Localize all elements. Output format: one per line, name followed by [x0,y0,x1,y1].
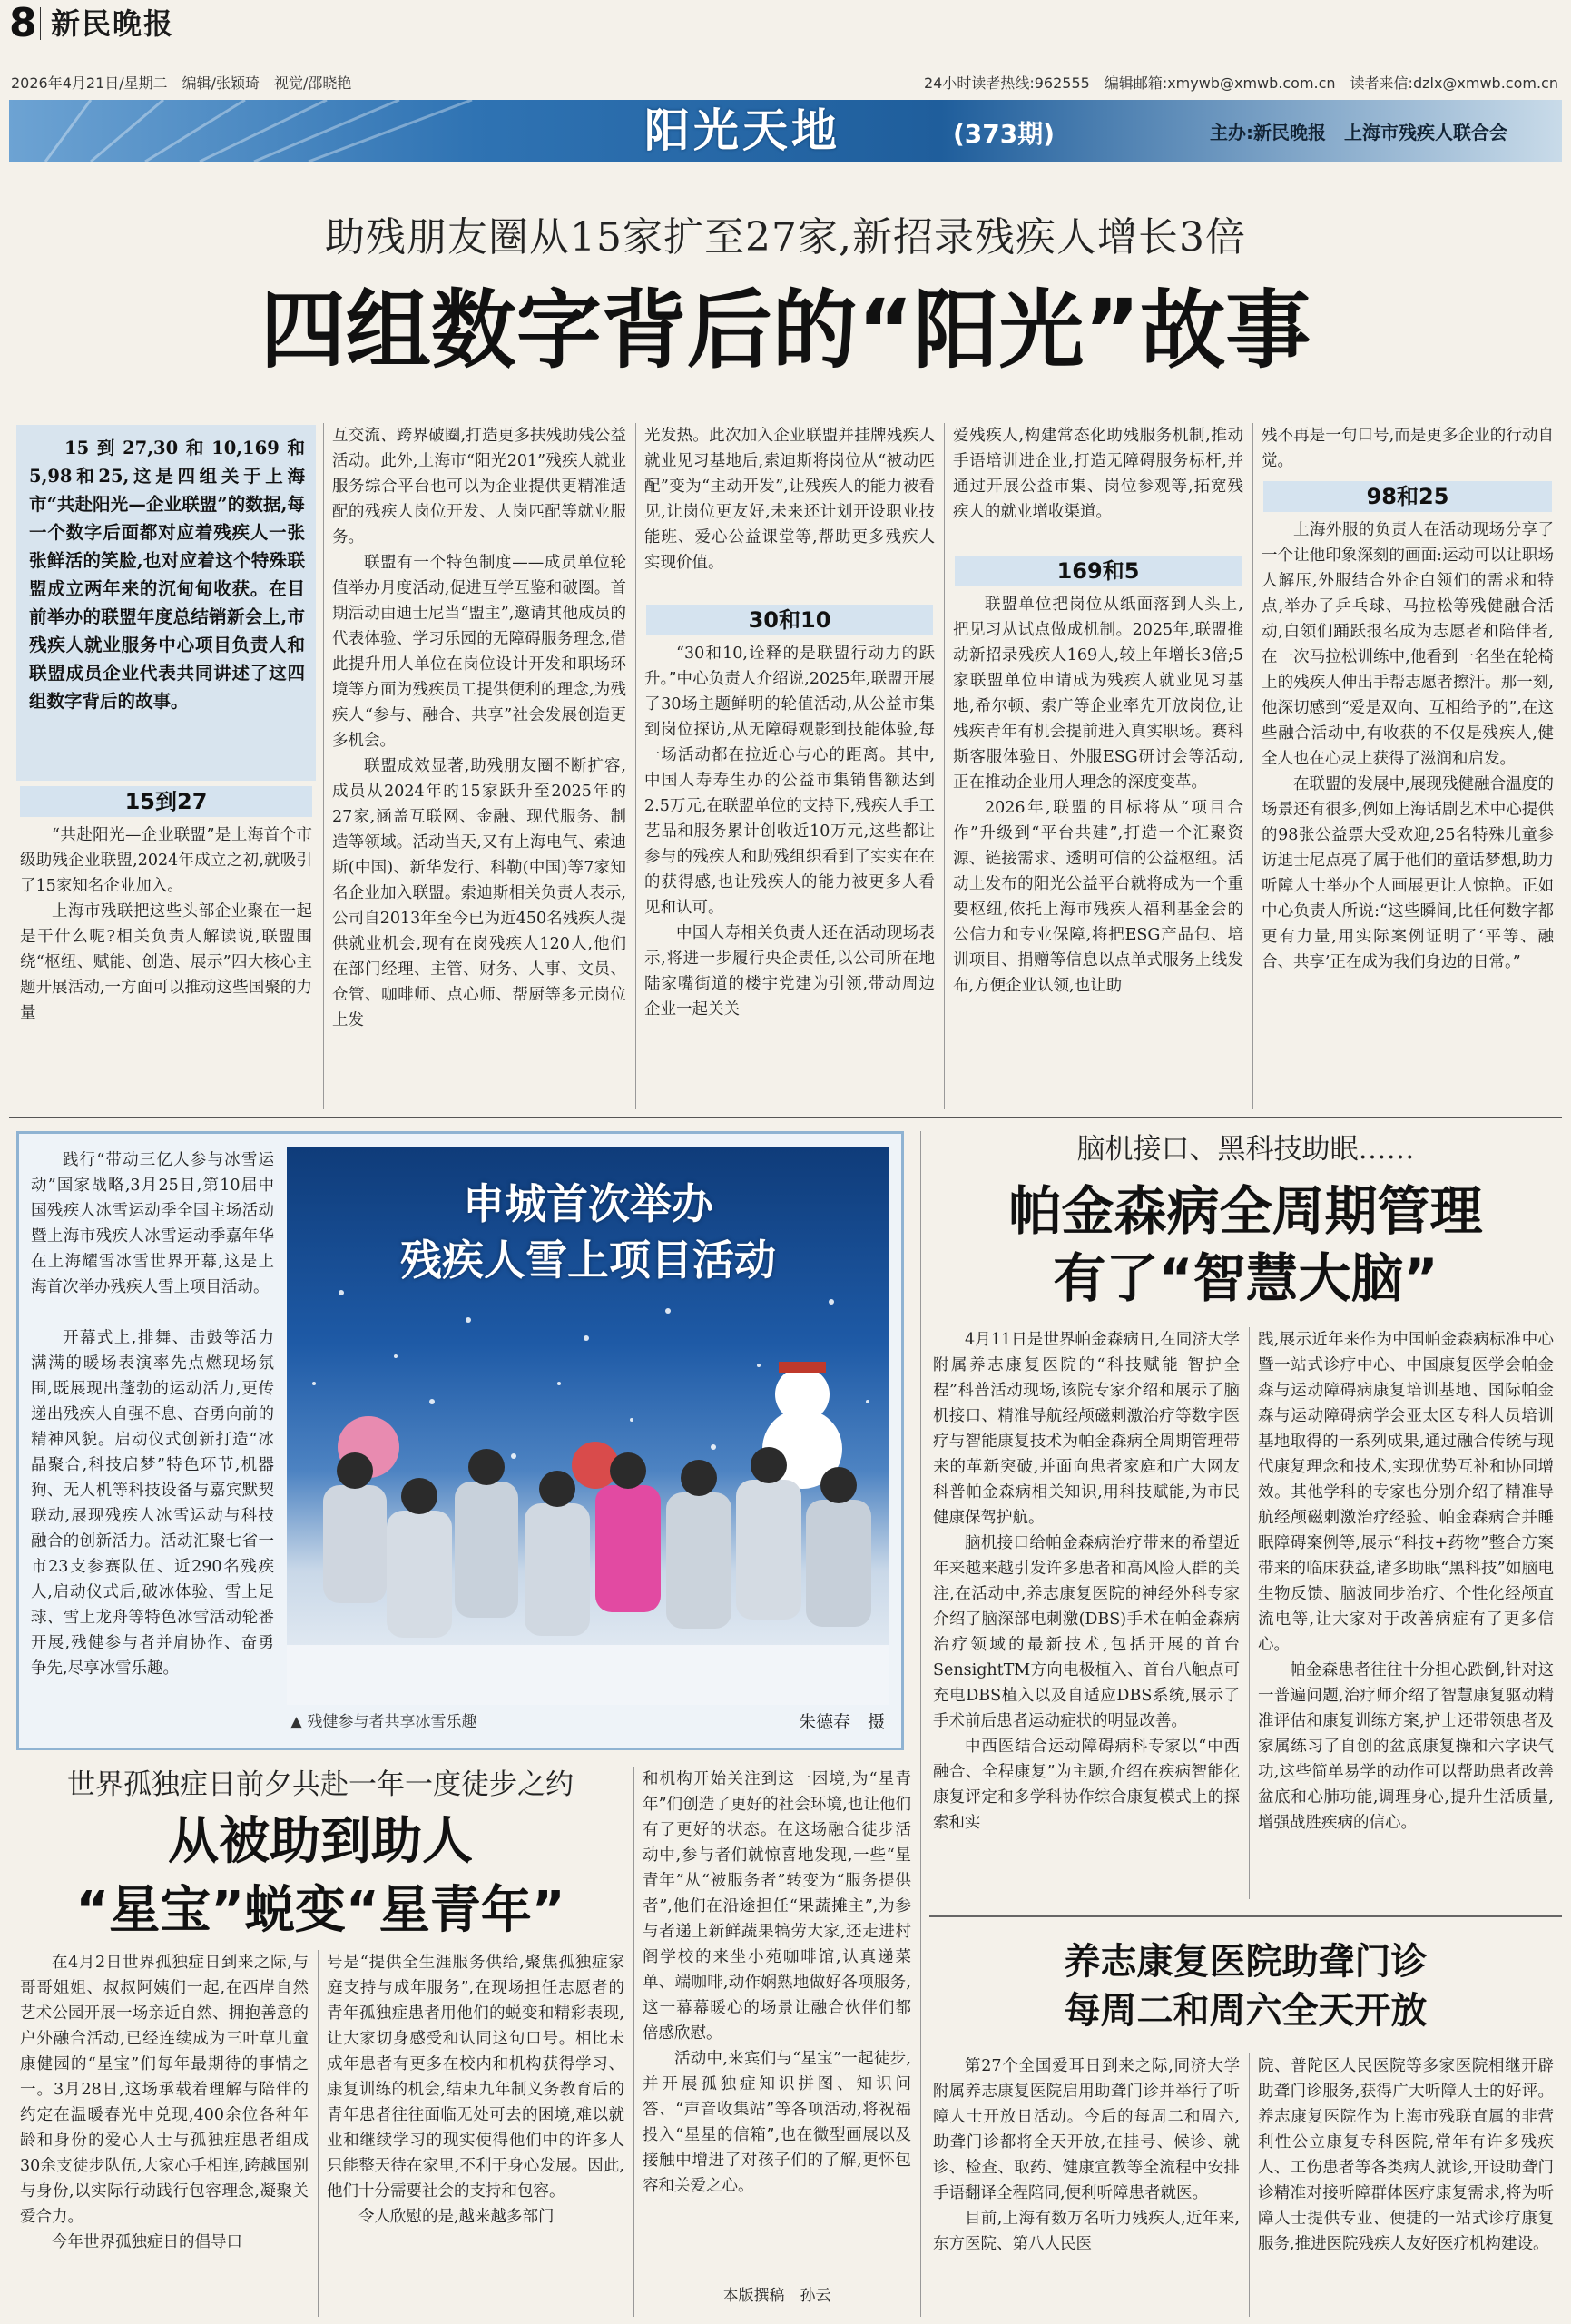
deaf-title-1: 养志康复医院助聋门诊 [1064,1941,1428,1983]
paragraph: 互交流、跨界破圈,打造更多扶残助残公益活动。此外,上海市“阳光201”残疾人就业服务综合平台也可以为企业提供更精准适配的残疾人岗位开发、人岗匹配等就业服务。 [332,427,626,547]
paragraph: 上海市残联把这些头部企业聚在一起是干什么呢?相关负责人解读说,联盟围绕“枢纽、赋能、创造、展示”四大核心主题开展活动,一方面可以推动这些国聚的力量 [20,902,312,1022]
parkinson-title-1: 帕金森病全周期管理 [1008,1180,1483,1242]
subhead-15-27: 15到27 [20,786,312,817]
autism-kicker: 世界孤独症日前夕共赴一年一度徒步之约 [67,1768,574,1801]
photo-headline-2: 残疾人雪上项目活动 [400,1236,776,1285]
paragraph: 2026年,联盟的目标将从“项目合作”升级到“平台共建”,打造一个汇聚资源、链接需求、透明可信的公益枢纽。活动上发布的阳光公益平台就将成为一个重要枢纽,依托上海市残疾人福利基金会的公信力和专业保障,将把ESG产品包、培训项目、捐赠等信息以点单式服务上线发布,方便企业认领,也让助 [953,799,1243,995]
lead-column-5a [1262,423,1554,478]
autism-column-3 [643,1767,911,2280]
parkinson-title-2: 有了“智慧大脑” [1053,1247,1438,1309]
contact-line: 24小时读者热线:962555 编辑邮箱:xmywb@xmwb.com.cn 读者来信:dzlx@xmwb.com.cn [923,74,1558,92]
lead-column-3b [644,641,935,1109]
paragraph: 践,展示近年来作为中国帕金森病标准中心暨一站式诊疗中心、中国康复医学会帕金森与运动障碍病康复培训基地、国际帕金森与运动障碍病学会亚太区专科人员培训基地取得的一系列成果,通过融合传统与现代康复理念和技术,实现优势互补和协同增效。其他学科的专家也分别介绍了精准导航经颅磁刺激治疗经验、帕金森病合并睡眠障碍案例等,展示“科技+药物”整合方案带来的临床获益,诸多助眠“黑科技”如脑电生物反馈、脑波同步治疗、个性化经颅直流电等,让大家对于改善病症有了更多信心。 [1258,1331,1554,1654]
paragraph: 号是“提供全生涯服务供给,聚焦孤独症家庭支持与成年服务”,在现场担任志愿者的青年孤独症患者用他们的蜕变和精彩表现,让大家切身感受和认同这句口号。相比未成年患者有更多在校内和机构获得学习、康复训练的机会,结束九年制义务教育后的青年患者往往面临无处可去的困境,难以就业和继续学习的现实使得他们中的许多人只能整天待在家里,不利于身心发展。因此,他们十分需要社会的支持和包容。 [327,1954,624,2201]
section-banner [9,100,1562,162]
byline: 本版撰稿 孙云 [722,2287,831,2305]
paragraph: 践行“带动三亿人参与冰雪运动”国家战略,3月25日,第10届中国残疾人冰雪运动季全国主场活动暨上海市残疾人冰雪运动季嘉年华在上海耀雪冰雪世界开幕,这是上海首次举办残疾人雪上项目活动。 [31,1151,274,1296]
lead-column-4a [953,423,1243,550]
lead-kicker: 助残朋友圈从15家扩至27家,新招录残疾人增长3倍 [325,214,1246,261]
paragraph: “共赴阳光—企业联盟”是上海首个市级助残企业联盟,2024年成立之初,就吸引了15家知名企业加入。 [20,826,312,895]
paragraph: 爱残疾人,构建常态化助残服务机制,推动手语培训进企业,打造无障碍服务标杆,并通过开展公益市集、岗位参观等,拓宽残疾人的就业增收渠道。 [953,427,1243,521]
lead-intro [29,434,305,775]
lead-title: 四组数字背后的“阳光”故事 [260,281,1311,380]
parkinson-kicker: 脑机接口、黑科技助眠…… [1076,1133,1415,1166]
paragraph: 开幕式上,排舞、击鼓等活力满满的暖场表演率先点燃现场氛围,既展现出蓬勃的运动活力,更传递出残疾人自强不息、奋勇向前的精神风貌。启动仪式创新打造“冰晶聚合,科技启梦”特色环节,机器狗、无人机等科技设备与嘉宾默契联动,展现残疾人冰雪运动与科技融合的创新活力。活动汇聚七省一市23支参赛队伍、近290名残疾人,启动仪式后,破冰体验、雪上足球、雪上龙舟等特色冰雪活动轮番开展,残健参与者并肩协作、奋勇争先,尽享冰雪乐趣。 [31,1329,274,1678]
photo-credit: 朱德春 摄 [799,1712,886,1732]
parkinson-column-1 [933,1327,1240,1899]
paragraph: 光发热。此次加入企业联盟并挂牌残疾人就业见习基地后,索迪斯将岗位从“被动匹配”变为“主动开发”,让残疾人的能力被看见,让岗位更友好,未来还计划开设职业技能班、爱心公益课堂等,帮助更多残疾人实现价值。 [644,427,935,572]
paragraph: 令人欣慰的是,越来越多部门 [358,2208,555,2226]
paragraph: 脑机接口给帕金森病治疗带来的希望近年来越来越引发许多患者和高风险人群的关注,在活动中,养志康复医院的神经外科专家介绍了脑深部电刺激(DBS)手术在帕金森病治疗领域的最新技术,包括开展的首台SensightTM方向电极植入、首台八触点可充电DBS植入以及自适应DBS系统,展示了手术前后患者运动症状的明显改善。 [933,1534,1240,1730]
snow-event-photo [287,1147,889,1705]
paragraph: 残不再是一句口号,而是更多企业的行动自觉。 [1262,427,1554,470]
deaf-column-2 [1258,2053,1554,2317]
paragraph: 在联盟的发展中,展现残健融合温度的场景还有很多,例如上海话剧艺术中心提供的98张公益票大受欢迎,25名特殊儿童参访迪士尼点亮了属于他们的童话梦想,助力听障人士举办个人画展更让人惊艳。正如中心负责人所说:“这些瞬间,比任何数字都更有力量,用实际案例证明了‘平等、融合、共享’正在成为我们身边的日常。” [1262,775,1554,971]
deaf-title-2: 每周二和周六全天开放 [1064,1990,1428,2032]
paragraph: 第27个全国爱耳日到来之际,同济大学附属养志康复医院启用助聋门诊并举行了听障人士开放日活动。今后的每周二和周六,助聋门诊都将全天开放,在挂号、候诊、就诊、检查、取药、健康宣教等全流程中安排手语翻译全程陪同,便利听障患者就医。 [933,2057,1240,2202]
paragraph: 中西医结合运动障碍病科专家以“中西融合、全程康复”为主题,介绍在疾病智能化康复评定和多学科协作综合康复模式上的探索和实 [933,1738,1240,1832]
paragraph: 院、普陀区人民医院等多家医院相继开辟助聋门诊服务,获得广大听障人士的好评。养志康复医院作为上海市残联直属的非营利性公立康复专科医院,常年有许多残疾人、工伤患者等各类病人就诊,开设助聋门诊精准对接听障群体医疗康复需求,将为听障人士提供专业、便捷的一站式诊疗康复服务,推进医院残疾人友好医疗机构建设。 [1258,2057,1554,2253]
paragraph: 和机构开始关注到这一困境,为“星青年”们创造了更好的社会环境,也让他们有了更好的状态。在这场融合徒步活动中,参与者们就惊喜地发现,一些“星青年”从“被服务者”转变为“服务提供者”,他们在沿途担任“果蔬摊主”,为参与者递上新鲜蔬果犒劳大家,还走进村阁学校的来坐小苑咖啡馆,认真递菜单、端咖啡,动作娴熟地做好各项服务,这一幕幕暖心的场景让融合伙伴们都倍感欣慰。 [643,1770,911,2043]
autism-column-2 [327,1950,624,2317]
paragraph: 目前,上海有数万名听力残疾人,近年来,东方医院、第八人民医 [933,2210,1240,2253]
subhead-169-5: 169和5 [955,556,1242,586]
lead-column-2 [332,423,626,1109]
lead-column-3a [644,423,935,597]
issue-number: (373期) [953,119,1056,149]
paragraph: 今年世界孤独症日的倡导口 [52,2233,242,2251]
autism-title-1: 从被助到助人 [168,1812,473,1871]
paper-name: 新民晚报 [51,6,175,41]
section-title: 阳光天地 [644,103,840,157]
paragraph: 联盟成效显著,助残朋友圈不断扩容,成员从2024年的15家跃升至2025年的27家,涵盖互联网、金融、现代服务、制造等领域。活动当天,又有上海电气、索迪斯(中国)、新华发行、科勒(中国)等7家知名企业加入联盟。索迪斯相关负责人表示,公司自2013年至今已为近450名残疾人提供就业机会,现有在岗残疾人120人,他们在部门经理、主管、财务、人事、文员、仓管、咖啡师、点心师、帮厨等多元岗位上发 [332,757,626,1029]
lead-intro-text: 15到27,30和10,169和5,98和25,这是四组关于上海市“共赴阳光—企业联盟”的数据,每一个数字后面都对应着残疾人一张张鲜活的笑脸,也对应着这个特殊联盟成立两年来的沉甸甸收获。在目前举办的联盟年度总结销新会上,市残疾人就业服务中心项目负责人和联盟成员企业代表共同讲述了这四组数字背后的故事。 [29,438,305,712]
autism-column-1 [20,1950,309,2317]
snow-text-2 [31,1325,274,1738]
photo-illustration [287,1147,889,1705]
paragraph: 4月11日是世界帕金森病日,在同济大学附属养志康复医院的“科技赋能 智护全程”科普活动现场,该院专家介绍和展示了脑机接口、精准导航经颅磁刺激治疗等数字医疗与智能康复技术为帕金森病全周期管理带来的革新突破,并面向患者家庭和广大网友科普帕金森病相关知识,用科技赋能,为市民健康保驾护航。 [933,1331,1240,1527]
deaf-column-1 [933,2053,1240,2317]
photo-headline-1: 申城首次举办 [463,1179,713,1228]
autism-title-2: “星宝”蜕变“星青年” [75,1881,565,1940]
paragraph: 联盟有一个特色制度——成员单位轮值举办月度活动,促进互学互鉴和破圈。首期活动由迪士尼当“盟主”,邀请其他成员的代表体验、学习乐园的无障碍服务理念,借此提升用人单位在岗位设计开发和职场环境等方面为残疾员工提供便利的理念,为残疾人“参与、融合、共享”社会发展创造更多机会。 [332,554,626,750]
date-line: 2026年4月21日/星期二 编辑/张颖琦 视觉/邵晓艳 [11,74,352,92]
paragraph: 上海外服的负责人在活动现场分享了一个让他印象深刻的画面:运动可以让职场人解压,外服结合外企白领们的需求和特点,举办了乒乓球、马拉松等残健融合活动,白领们踊跃报名成为志愿者和陪伴者,在一次马拉松训练中,他看到一名坐在轮椅上的残疾人伸出手帮志愿者擦汗。那一刻,他深切感到“爱是双向、互相给予的”,在这些融合活动中,有收获的不仅是残疾人,健全人也在心灵上获得了滋润和启发。 [1262,521,1554,768]
paragraph: 在4月2日世界孤独症日到来之际,与哥哥姐姐、叔叔阿姨们一起,在西岸自然艺术公园开展一场亲近自然、拥抱善意的户外融合活动,已经连续成为三叶草儿童康健园的“星宝”们每年最期待的事情之一。3月28日,这场承载着理解与陪伴的约定在温暖春光中兑现,400余位各种年龄和身份的爱心人士与孤独症患者组成30余支徒步队伍,大家心手相连,跨越国别与身份,以实际行动践行包容理念,凝聚关爱合力。 [20,1954,309,2226]
lead-column-5b [1262,517,1554,1109]
subhead-98-25: 98和25 [1263,481,1552,512]
subhead-30-10: 30和10 [646,605,933,635]
photo-caption: ▲ 残健参与者共享冰雪乐趣 [290,1713,477,1731]
paragraph: “30和10,诠释的是联盟行动力的跃升。”中心负责人介绍说,2025年,联盟开展了30场主题鲜明的轮值活动,从公益市集到岗位探访,从无障碍观影到技能体验,每一场活动都在拉近心与心的距离。其中,中国人寿寿生办的公益市集销售额达到2.5万元,在联盟单位的支持下,残疾人手工艺品和服务累计创收近10万元,这些都让参与的残疾人和助残组织看到了实实在在的获得感,也让残疾人的能力被更多人看见和认可。 [644,645,935,917]
parkinson-column-2 [1258,1327,1554,1899]
paragraph: 中国人寿相关负责人还在活动现场表示,将进一步履行央企责任,以公司所在地陆家嘴街道的楼宇党建为引领,带动周边企业一起关关 [644,924,935,1019]
paragraph: 活动中,来宾们与“星宝”一起徒步,并开展孤独症知识拼图、知识问答、“声音收集站”等各项活动,将祝福投入“星星的信箱”,也在微型画展以及接触中增进了对孩子们的了解,更怀包容和关爱之心。 [643,2050,911,2195]
snow-text-1 [31,1147,274,1325]
lead-column-1 [20,822,312,1109]
paragraph: 帕金森患者往往十分担心跌倒,针对这一普遍问题,治疗师介绍了智慧康复驱动精准评估和康复训练方案,护士还带领患者及家属练习了自创的盆底康复操和六字诀气功,这些简单易学的动作可以帮助患者改善盆底和心肺功能,调理身心,提升生活质量,增强战胜疾病的信心。 [1258,1661,1554,1832]
paragraph: 联盟单位把岗位从纸面落到人头上,把见习从试点做成机制。2025年,联盟推动新招录残疾人169人,较上年增长3倍;5家联盟单位申请成为残疾人就业见习基地,希尔顿、索广等企业率先开放岗位,让残疾青年有机会提前进入真实职场。赛科斯客服体验日、外服ESG研讨会等活动,正在推动企业用人理念的深度变革。 [953,596,1243,792]
sponsor: 主办:新民晚报 上海市残疾人联合会 [1210,122,1507,143]
page-number: 8 [9,0,37,46]
lead-column-4b [953,592,1243,1109]
